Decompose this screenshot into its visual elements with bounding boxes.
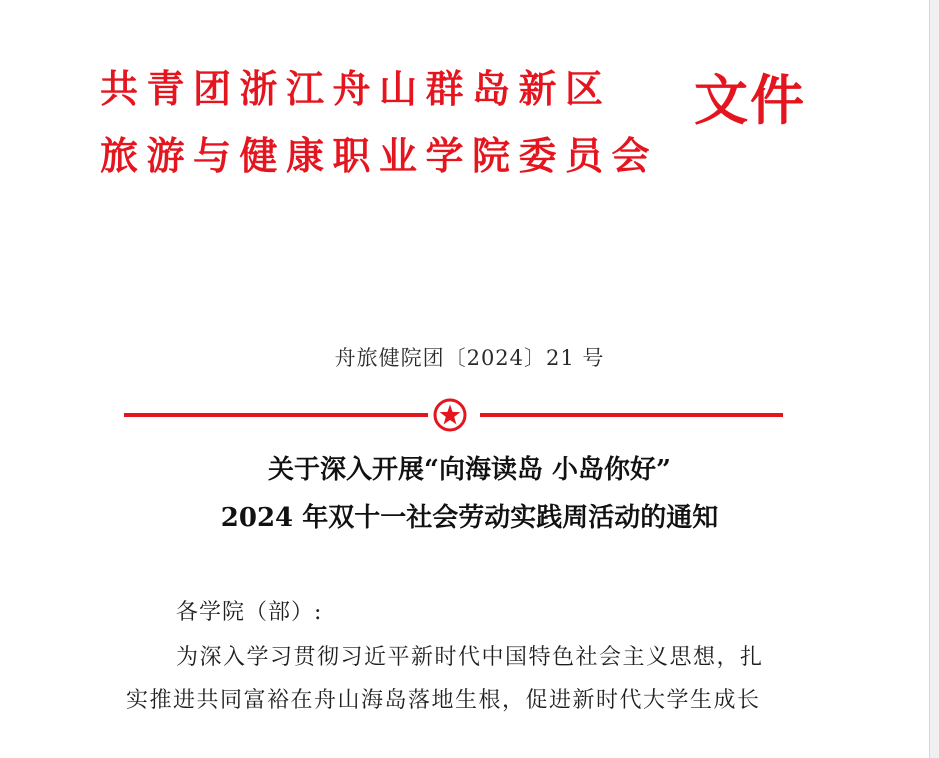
salutation: 各学院（部）: xyxy=(176,600,323,625)
red-star-icon xyxy=(433,398,467,432)
red-separator-left xyxy=(124,413,428,417)
letterhead-org-line-2: 旅游与健康职业学院委员会 xyxy=(100,133,659,178)
window-scroll-edge[interactable] xyxy=(929,0,939,758)
red-separator-right xyxy=(480,413,783,417)
document-title-line-1: 关于深入开展“向海读岛 小岛你好” xyxy=(268,455,671,485)
letterhead-org-line-1: 共青团浙江舟山群岛新区 xyxy=(100,66,612,111)
document-number: 舟旅健院团〔2024〕21 号 xyxy=(334,346,605,370)
document-title-line-2: 2024 年双十一社会劳动实践周活动的通知 xyxy=(220,503,719,533)
body-paragraph-line-1: 为深入学习贯彻习近平新时代中国特色社会主义思想，扎 xyxy=(176,645,764,670)
letterhead-doc-type: 文件 xyxy=(694,68,806,132)
body-paragraph-line-2: 实推进共同富裕在舟山海岛落地生根，促进新时代大学生成长 xyxy=(126,688,761,713)
